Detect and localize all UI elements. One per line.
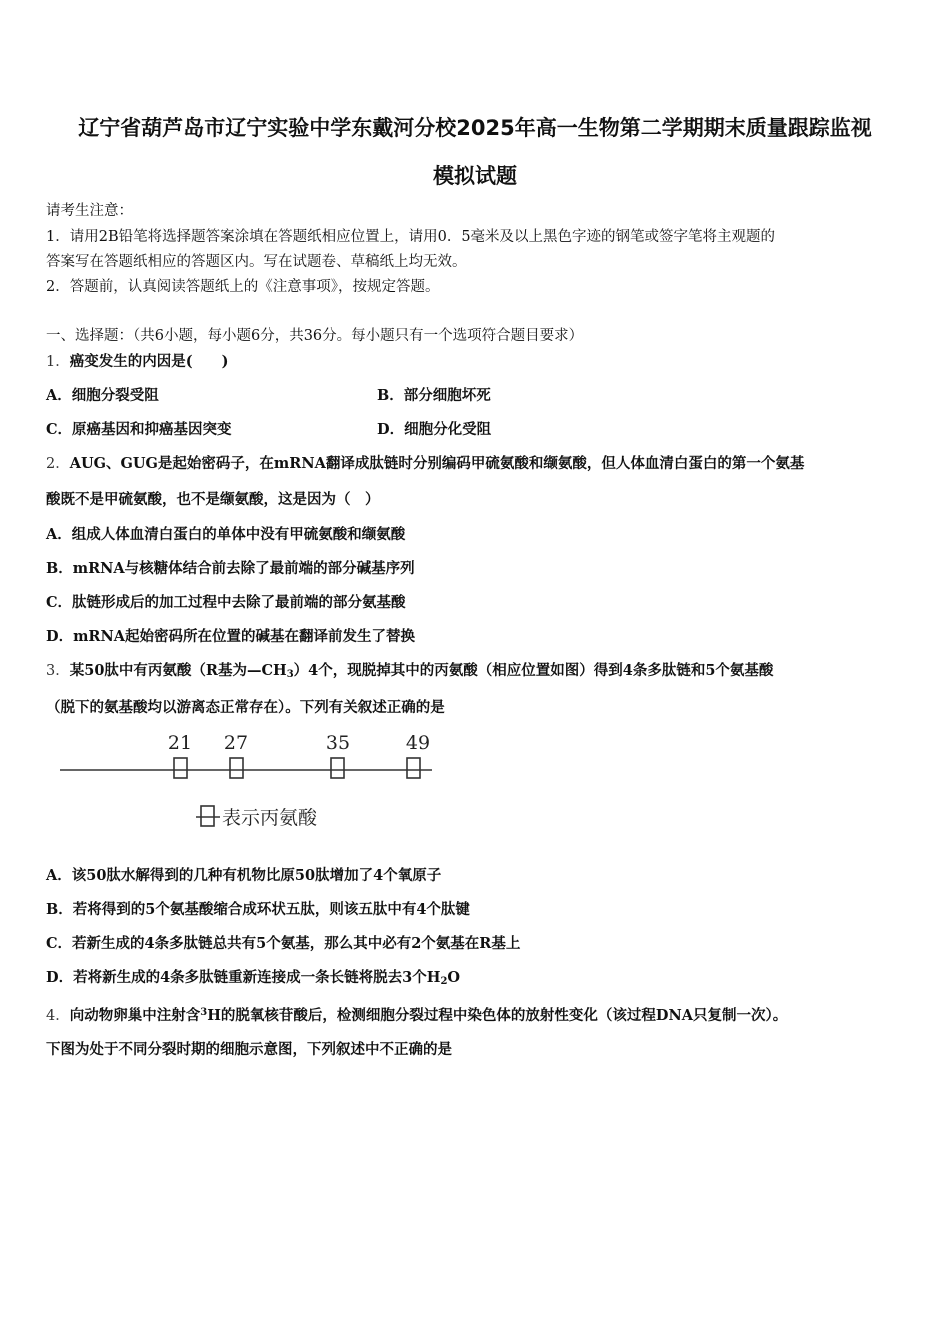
q3-option-b: B．若将得到的5个氨基酸缩合成环状五肽，则该五肽中有4个肽键 xyxy=(46,901,470,918)
notice-item-2: 2．答题前，认真阅读答题纸上的《注意事项》，按规定答题。 xyxy=(46,279,440,295)
legend-label: 表示丙氨酸 xyxy=(222,807,318,829)
q1-option-b: B．部分细胞坏死 xyxy=(377,387,491,404)
position-label-27: 27 xyxy=(223,732,249,754)
question-text: AUG、GUG是起始密码子，在mRNA翻译成肽链时分别编码甲硫氨酸和缬氨酸，但人体血清白蛋白的第一个氨基 xyxy=(69,455,805,472)
q3-option-a: A．该50肽水解得到的几种有机物比原50肽增加了4个氧原子 xyxy=(46,867,442,884)
peptide-diagram xyxy=(56,728,436,838)
question-number: 2． xyxy=(46,456,70,472)
option-text: D．若将新生成的4条多肽链重新连接成一条长链将脱去3个H xyxy=(46,969,441,986)
position-label-35: 35 xyxy=(325,732,351,754)
notice-item-1: 1．请用2B铅笔将选择题答案涂填在答题纸相应位置上，请用0．5毫米及以上黑色字迹的钢笔或签字笔将主观题的 xyxy=(46,229,776,245)
page-title: 辽宁省葫芦岛市辽宁实验中学东戴河分校2025年高一生物第二学期期末质量跟踪监视 xyxy=(78,116,872,140)
q2-option-c: C．肽链形成后的加工过程中去除了最前端的部分氨基酸 xyxy=(46,594,406,611)
question-3-stem xyxy=(46,661,773,685)
alanine-marker xyxy=(230,758,243,778)
section-heading: 一、选择题：（共6小题，每小题6分，共36分。每小题只有一个选项符合题目要求） xyxy=(46,328,584,344)
q1-option-c: C．原癌基因和抑癌基因突变 xyxy=(46,421,232,438)
alanine-marker xyxy=(331,758,344,778)
page-title-continued: 模拟试题 xyxy=(433,164,517,188)
superscript: 3 xyxy=(200,1007,208,1018)
question-4-stem xyxy=(46,1003,787,1026)
position-label-49: 49 xyxy=(405,732,431,754)
alanine-marker xyxy=(174,758,187,778)
legend-marker xyxy=(201,806,214,826)
q2-option-b: B．mRNA与核糖体结合前去除了最前端的部分碱基序列 xyxy=(46,560,415,577)
notice-item-1-continued: 答案写在答题纸相应的答题区内。写在试题卷、草稿纸上均无效。 xyxy=(46,254,467,270)
question-number: 3． xyxy=(46,663,70,679)
q1-option-a: A．细胞分裂受阻 xyxy=(46,387,159,404)
q3-option-c: C．若新生成的4条多肽链总共有5个氨基，那么其中必有2个氨基在R基上 xyxy=(46,935,521,952)
q2-option-d: D．mRNA起始密码所在位置的碱基在翻译前发生了替换 xyxy=(46,628,415,645)
question-2-stem-continued: 酸既不是甲硫氨酸，也不是缬氨酸，这是因为（ ） xyxy=(46,491,380,508)
notice-heading: 请考生注意： xyxy=(46,203,133,219)
subscript: 2 xyxy=(440,976,448,987)
question-text: 癌变发生的内因是( ) xyxy=(69,353,229,370)
subscript: 3 xyxy=(286,669,294,680)
question-text-cont: ）4个，现脱掉其中的丙氨酸（相应位置如图）得到4条多肽链和5个氨基酸 xyxy=(293,662,774,679)
question-number: 1． xyxy=(46,354,70,370)
option-text-cont: O xyxy=(447,969,461,986)
q1-option-d: D．细胞分化受阻 xyxy=(377,421,492,438)
question-2-stem xyxy=(46,454,804,474)
q3-option-d xyxy=(46,968,460,992)
question-text: 某50肽中有丙氨酸（R基为—CH xyxy=(69,662,287,679)
question-3-stem-continued: （脱下的氨基酸均以游离态正常存在）。下列有关叙述正确的是 xyxy=(46,699,445,716)
question-text-cont: H的脱氧核苷酸后，检测细胞分裂过程中染色体的放射性变化（该过程DNA只复制一次）。 xyxy=(207,1007,788,1024)
alanine-marker xyxy=(407,758,420,778)
q2-option-a: A．组成人体血清白蛋白的单体中没有甲硫氨酸和缬氨酸 xyxy=(46,526,406,543)
question-1-stem xyxy=(46,352,228,372)
position-label-21: 21 xyxy=(167,732,193,754)
question-4-stem-continued: 下图为处于不同分裂时期的细胞示意图，下列叙述中不正确的是 xyxy=(46,1041,452,1058)
question-number: 4． xyxy=(46,1008,70,1024)
question-text: 向动物卵巢中注射含 xyxy=(69,1007,201,1024)
